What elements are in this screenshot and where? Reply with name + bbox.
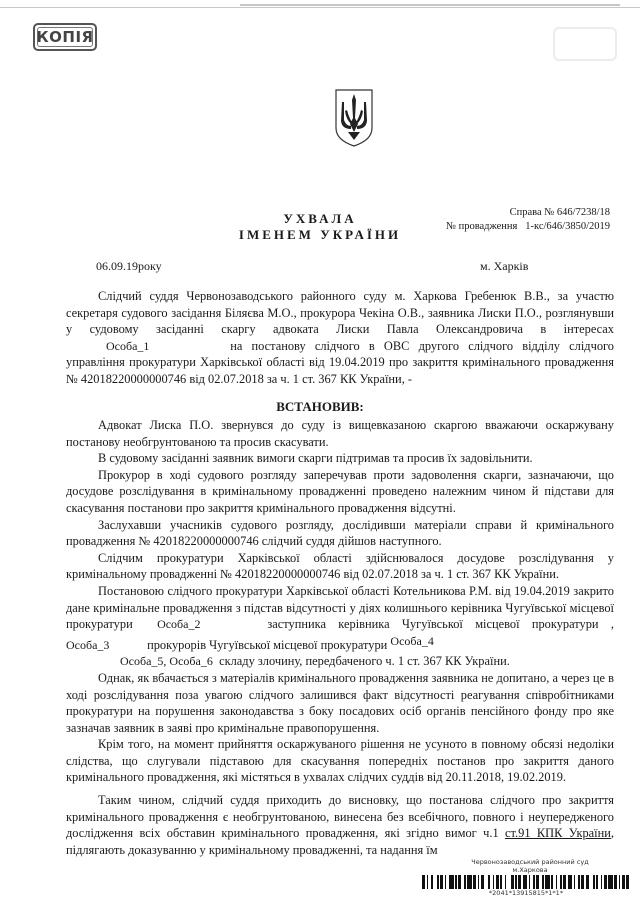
paragraph: В судовому засіданні заявник вимоги скарги підтримав та просив їх задовільнити. <box>98 451 533 466</box>
intro-text-2: на постанову слідчого в ОВС другого слідчого відділу слідчого управління прокуратури Харківської області від 19.04.2019 про закриття кримінального провадження № 42018220000000746 від 02.07.2018 за ч. 1 ст. 367 КК України, - <box>66 338 614 386</box>
bleed-through-stamp <box>553 27 617 61</box>
tryzub-coat-of-arms-icon <box>334 88 374 148</box>
redacted-person-1: Особа_1 <box>106 338 150 353</box>
barcode-number: *2041*13915815*1*1* <box>488 889 564 897</box>
paragraph: Слідчим прокуратури Харківської області здійснювалося досудове розслідування у кримінальному провадженні № 42018220000000746 від 02.07.2018 за ч. 1 ст. 367 КК України. <box>66 550 614 582</box>
closure-paragraph <box>66 583 614 670</box>
court-city: м.Харкова <box>512 866 548 874</box>
paragraph: Заслухавши учасників судового розгляду, дослідивши матеріали справи й кримінального провадження № 42018220000000746 слідчий суддя дійшов наступного. <box>66 517 614 549</box>
court-footer <box>430 858 630 874</box>
proceeding-number: № провадження 1-кс/646/3850/2019 <box>445 221 610 232</box>
redacted-person-3: Особа_3 <box>66 637 110 652</box>
section-heading: ВСТАНОВИВ: <box>276 399 364 414</box>
paragraph: Крім того, на момент прийняття оскаржуваного рішення не усуното в повному обсязі недоліки слідства, що слугували підставою для скасування попередніх постанов про закриття даного кримінального провадження, які містяться в ухвалах слідчих суддів від 20.11.2018, 19.02.2019. <box>66 737 614 785</box>
paragraph: Однак, як вбачається з матеріалів кримінального провадження заявника не допитано, а через це в ході розслідування поза увагою слідчого залишився факт відсутності реагування співробітниками прокуратури на порушення законодавства з боку посадових осіб органів пенсійного фонду про яке зазначав заявник в заяві про кримінальне правопорушення. <box>66 670 614 735</box>
conclusion-text-2: , підлягають доказуванню у кримінальному провадженні, та надання їм <box>66 826 614 857</box>
closure-text-2: заступника керівника Чугуївської місцевої прокуратури , <box>267 617 614 632</box>
intro-paragraph <box>66 288 614 388</box>
conclusion-text-1: Таким чином, слідчий суддя приходить до висновку, що постанова слідчого про закриття кримінального провадження є необгрунтованою, винесена без всебічного, повного і неупередженого дослідження всіх обставин кримінального провадження, які згідно вимог ч.1 <box>66 793 614 841</box>
barcode-bar <box>626 875 629 889</box>
intro-text-1: Слідчий суддя Червонозаводського районного суду м. Харкова Гребенюк В.В., за участю секретаря судового засідання Біляєва М.О., прокурора Чекіна О.В., заявника Лиски П.О., розглянувши у судовому засіданні скаргу адвоката Лиски Павла Олександровича в інтересах <box>66 289 614 337</box>
findings-block <box>66 417 614 858</box>
barcode <box>422 875 630 889</box>
copy-stamp-label: КОПІЯ <box>36 28 94 46</box>
redacted-person-4: Особа_4 <box>390 633 434 648</box>
document-subtitle: ІМЕНЕМ УКРАЇНИ <box>238 227 402 242</box>
copy-stamp <box>33 23 97 51</box>
page-edge-shadow <box>240 4 620 6</box>
court-name: Червонозаводський районний суд <box>471 858 589 866</box>
conclusion-paragraph <box>66 792 614 858</box>
closure-text-4: складу злочину, передбаченого ч. 1 ст. 367 КК України. <box>219 654 510 669</box>
document-date: 06.09.19року <box>96 259 162 273</box>
paragraph: Прокурор в ході судового розгляду заперечував проти задоволення скарги, зазначаючи, що досудове розслідування в кримінальному провадженні проведено належним чином й підстави для скасування постанови про закриття кримінального провадження відсутні. <box>66 467 614 515</box>
redacted-persons-5-6: Особа_5, Особа_6 <box>120 654 213 669</box>
closure-text-3: прокурорів Чугуївської місцевої прокуратури <box>147 637 388 652</box>
intro-block <box>66 288 614 388</box>
law-reference-link[interactable]: ст.91 КПК України <box>505 826 611 841</box>
paragraph: Адвокат Лиска П.О. звернувся до суду із вищевказаною скаргою вважаючи оскаржувану постанову необгрунтованою та просив скасувати. <box>66 418 614 449</box>
redacted-person-2: Особа_2 <box>157 617 201 632</box>
document-title: УХВАЛА <box>283 211 357 226</box>
document-city: м. Харків <box>480 259 529 273</box>
closure-text-1: Постановою слідчого прокуратури Харківської області Котельникова Р.М. від 19.04.2019 закрито дане кримінальне провадження з підстав відсутності у діях колишнього керівника Чугуївської місцевої прокуратури <box>66 583 614 632</box>
case-number: Справа № 646/7238/18 <box>509 207 610 218</box>
page-edge <box>0 7 640 8</box>
